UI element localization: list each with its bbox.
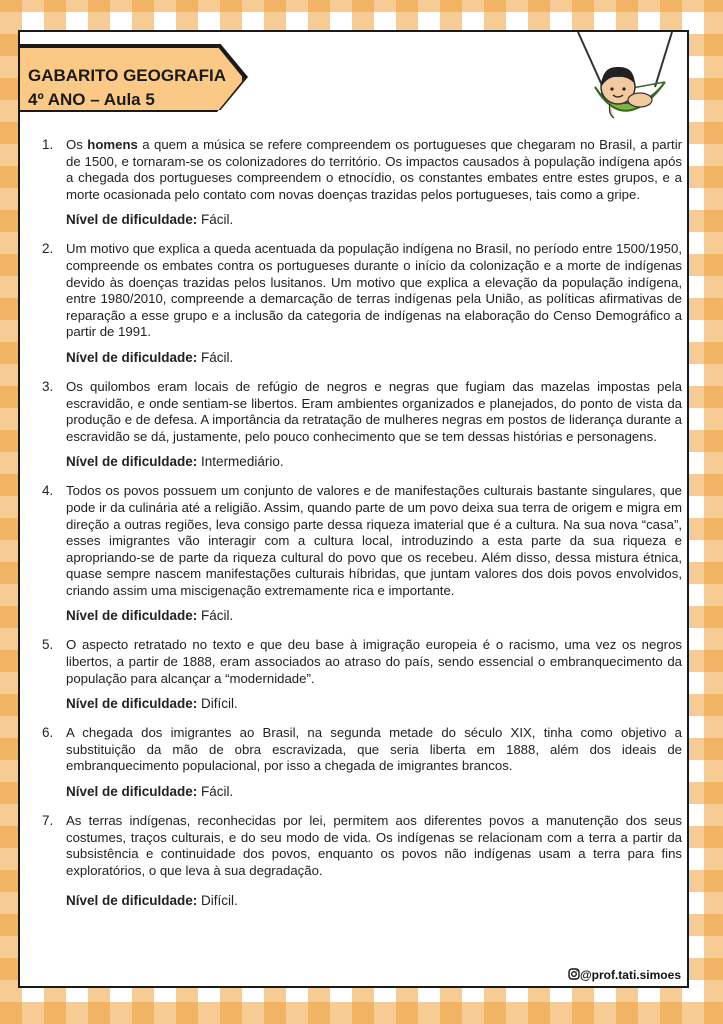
question-number: 1. [42, 137, 54, 152]
question-number: 4. [42, 483, 54, 499]
question-item [42, 137, 682, 227]
question-text: O aspecto retratado no texto e que deu base à imigração europeia é o racismo, uma vez os negros libertos, a partir de 1888, eram associados ao atraso do país, sendo essencial o embranquecimento da população para alcançar a “modernidade”. [66, 637, 682, 686]
social-handle [568, 968, 681, 982]
question-item [42, 483, 682, 623]
difficulty-line [66, 784, 682, 799]
difficulty-line [66, 454, 682, 469]
difficulty-line [66, 893, 682, 908]
instagram-icon [568, 968, 580, 980]
difficulty-label: Nível de dificuldade: [66, 454, 198, 470]
question-text: Os homens a quem a música se refere compreendem os portugueses que chegaram no Brasil, a partir de 1500, e tornaram-se os colonizadores do território. Os impactos causados à população indígena após a chegada dos portugueses compreendem o etnocídio, os constantes embates entre estes grupos, e a morte ocasionada pelo contato com novas doenças trazidas pelos portugueses, tais como a gripe. [66, 137, 683, 202]
difficulty-value: Fácil. [201, 608, 234, 624]
question-list [42, 137, 682, 908]
question-item [42, 725, 682, 799]
question-text: Os quilombos eram locais de refúgio de negros e negras que fugiam das mazelas impostas pela escravidão, e onde sentiam-se libertos. Eram ambientes organizados e planejados, do ponto de vista da produção e de defesa. A importância da retratação de mulheres negras em postos de liderança durante a escravidão se dá, justamente, pelo pouco conhecimento que se tem dessas histórias e personagens. [66, 378, 682, 444]
difficulty-label: Nível de dificuldade: [66, 696, 198, 712]
difficulty-line [66, 696, 682, 711]
difficulty-label: Nível de dificuldade: [66, 212, 198, 228]
question-item [42, 637, 682, 711]
difficulty-line [66, 608, 682, 623]
question-item [42, 241, 682, 365]
question-number: 3. [42, 378, 54, 394]
difficulty-label: Nível de dificuldade: [66, 893, 198, 909]
emphasis: homens [87, 137, 138, 152]
hammock-child-illustration [570, 32, 680, 137]
question-text: Todos os povos possuem um conjunto de valores e de manifestações culturais bastante singulares, que pode ir da culinária até a religião. Assim, quando parte de um povo deixa sua terra de origem e migra em direção a outras regiões, leva consigo parte dessa riqueza imaterial que é a cultura. Na sua nova “casa”, esses imigrantes vão interagir com a cultura local, introduzindo a esta parte da sua riqueza e apropriando-se de parte da riqueza cultural do povo que os recebeu. Além disso, dessa mistura étnica, quase sempre nascem manifestações culturais híbridas, que juntam valores dos dois povos envolvidos, criando assim uma miscigenação extremamente rica e importante. [66, 483, 682, 598]
question-item [42, 813, 682, 908]
title-line-2: 4º ANO – Aula 5 [28, 90, 155, 109]
handle-text: @prof.tati.simoes [579, 968, 681, 982]
question-number: 5. [42, 637, 54, 653]
difficulty-value: Fácil. [201, 784, 234, 800]
question-text: As terras indígenas, reconhecidas por lei, permitem aos diferentes povos a manutenção dos seus costumes, traços culturais, e do seu modo de vida. Os indígenas se relacionam com a terra a partir da subsistência e continuidade dos povos, enquanto os povos não indígenas usam a terra para fins exploratórios, o que leva à sua degradação. [66, 813, 682, 878]
question-number: 6. [42, 725, 54, 741]
difficulty-value: Intermediário. [201, 454, 284, 470]
question-number: 7. [42, 813, 54, 829]
difficulty-label: Nível de dificuldade: [66, 784, 198, 800]
difficulty-value: Difícil. [201, 696, 238, 712]
title-line-1: GABARITO GEOGRAFIA [28, 66, 227, 85]
question-text: Um motivo que explica a queda acentuada da população indígena no Brasil, no período entre 1500/1950, compreende os embates contra os portugueses durante o início da colonização e a morte de indígenas devido às doenças trazidas pelos lusitanos. Um motivo que explica a elevação da população indígena, entre 1980/2010, compreende a demarcação de terras indígenas pela União, as políticas afirmativas de reparação a esse grupo e a inclusão da categoria de indígenas na elaboração do Censo Demográfico a partir de 1991. [66, 241, 682, 340]
question-text: A chegada dos imigrantes ao Brasil, na segunda metade do século XIX, tinha como objetivo a substituição da mão de obra escravizada, que seria liberta em 1888, além dos ideais de embranquecimento populacional, por isso a chegada de imigrantes brancos. [66, 725, 682, 774]
difficulty-value: Fácil. [201, 349, 234, 365]
question-item [42, 379, 682, 469]
answer-sheet [18, 30, 689, 988]
difficulty-value: Fácil. [201, 212, 234, 228]
difficulty-value: Difícil. [201, 893, 238, 909]
difficulty-label: Nível de dificuldade: [66, 349, 198, 365]
difficulty-label: Nível de dificuldade: [66, 608, 198, 624]
difficulty-line [66, 212, 682, 227]
question-number: 2. [42, 241, 54, 257]
page-title [28, 64, 226, 112]
difficulty-line [66, 350, 682, 365]
